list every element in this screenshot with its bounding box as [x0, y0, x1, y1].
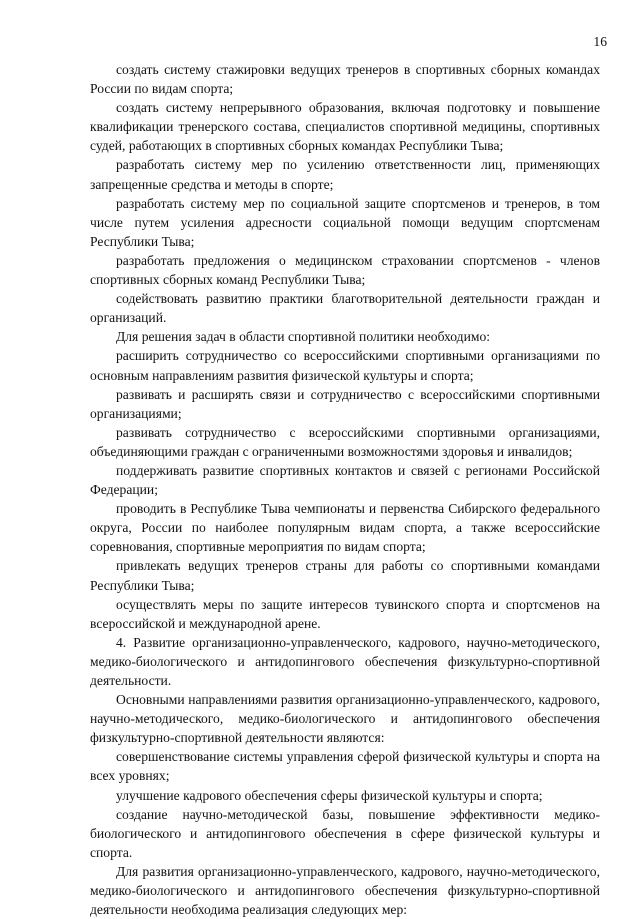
paragraph: Основными направлениями развития организационно-управленческого, кадрового, научно-методического, медико-биологического и антидопингового обеспечения физкультурно-спортивной деятельности являются: [90, 692, 600, 746]
paragraph: разработать предложения о медицинском страховании спортсменов - членов спортивных сборных команд Республики Тыва; [90, 252, 600, 288]
paragraph: развивать и расширять связи и сотрудничество с всероссийскими спортивными организациями; [90, 386, 600, 421]
paragraph: создать систему стажировки ведущих тренеров в спортивных сборных командах России по видам спорта; [90, 62, 600, 97]
paragraph: расширить сотрудничество со всероссийскими спортивными организациями по основным направлениям развития физической культуры и спорта; [90, 348, 600, 383]
paragraph: улучшение кадрового обеспечения сферы физической культуры и спорта; [116, 787, 543, 803]
paragraph: совершенствование системы управления сферой физической культуры и спорта на всех уровнях; [90, 749, 600, 784]
paragraph: привлекать ведущих тренеров страны для работы со спортивными командами Республики Тыва; [90, 558, 600, 593]
paragraph: разработать систему мер по социальной защите спортсменов и тренеров, в том числе путем усиления адресности социальной помощи ведущим спортсменам Республики Тыва; [90, 195, 600, 249]
paragraph: создание научно-методической базы, повышение эффективности медико-биологического и антидопингового обеспечения в сфере физической культуры и спорта. [90, 806, 600, 860]
paragraph: Для развития организационно-управленческого, кадрового, научно-методического, медико-биологического и антидопингового обеспечения физкультурно-спортивной деятельности необходима реализация следующих мер: [90, 863, 600, 918]
document-body [90, 60, 600, 919]
paragraph: поддерживать развитие спортивных контактов и связей с регионами Российской Федерации; [90, 462, 600, 498]
paragraph: разработать систему мер по усилению ответственности лиц, применяющих запрещенные средства и методы в спорте; [90, 157, 600, 192]
page-number: 16 [593, 34, 607, 49]
paragraph: осуществлять меры по защите интересов тувинского спорта и спортсменов на всероссийской и международной арене. [90, 596, 600, 631]
paragraph: создать систему непрерывного образования, включая подготовку и повышение квалификации тренерского состава, специалистов спортивной медицины, спортивных судей, работающих в спортивных сборных командах Республики Тыва; [90, 100, 600, 154]
section-heading: 4. Развитие организационно-управленческого, кадрового, научно-методического, медико-биологического и антидопингового обеспечения физкультурно-спортивной деятельности. [90, 634, 600, 688]
paragraph: проводить в Республике Тыва чемпионаты и первенства Сибирского федерального округа, России по наиболее популярным видам спорта, а также всероссийские соревнования, спортивные мероприятия по видам спорта; [90, 501, 600, 555]
paragraph: содействовать развитию практики благотворительной деятельности граждан и организаций. [90, 291, 600, 326]
paragraph: Для решения задач в области спортивной политики необходимо: [116, 329, 491, 345]
paragraph: развивать сотрудничество с всероссийскими спортивными организациями, объединяющими граждан с ограниченными возможностями здоровья и инвалидов; [90, 424, 600, 459]
